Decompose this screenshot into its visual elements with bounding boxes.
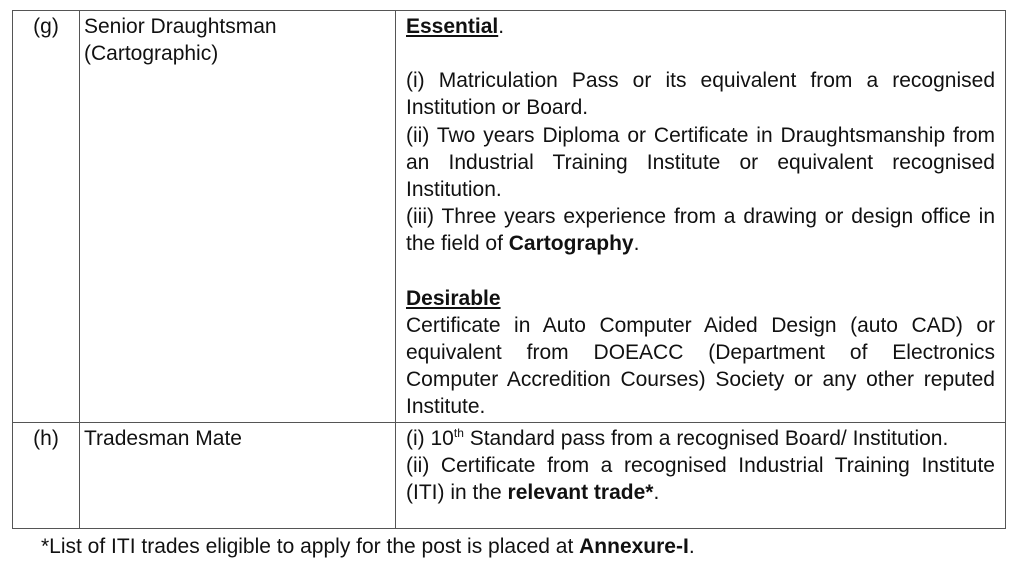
item-bold: relevant trade* <box>507 481 654 505</box>
post-name-line: (Cartographic) <box>84 42 219 66</box>
desirable-heading: Desirable <box>406 286 501 310</box>
essential-item-bold: Cartography <box>508 232 634 256</box>
qualification-cell <box>396 11 1006 423</box>
essential-heading-suffix: . <box>498 15 505 38</box>
item-end: . <box>653 481 660 505</box>
essential-item <box>406 203 995 257</box>
essential-heading: Essential <box>406 15 499 38</box>
qualification-cell <box>396 423 1006 529</box>
item-text: (ii) Certificate from a recognised Industrial Training Institute (ITI) in the <box>406 454 995 505</box>
post-name-cell: Tradesman Mate <box>80 423 396 529</box>
footnote <box>41 533 695 560</box>
footnote-bold: Annexure-I <box>579 535 689 558</box>
item-text: (i) 10 <box>406 427 454 450</box>
essential-item: (i) Matriculation Pass or its equivalent from a recognised Institution or Board. <box>406 69 995 120</box>
desirable-text: Certificate in Auto Computer Aided Design (auto CAD) or equivalent from DOEACC (Department of Electronics Computer Accredition Courses) Society or any other reputed Institute. <box>406 313 995 419</box>
essential-item-text: (iii) Three years experience from a drawing or design office in the field of <box>406 205 995 256</box>
essential-item: (ii) Two years Diploma or Certificate in Draughtsmanship from an Industrial Training Institute or equivalent recognised Institution. <box>406 123 995 202</box>
post-name-cell <box>80 11 396 423</box>
row-index: (g) <box>13 11 80 423</box>
qualification-item <box>406 425 995 452</box>
table-row <box>13 423 1006 529</box>
footnote-end: . <box>688 535 695 558</box>
essential-heading-line <box>406 13 995 40</box>
table-row <box>13 11 1006 423</box>
footnote-text: *List of ITI trades eligible to apply for the post is placed at <box>41 535 580 558</box>
qualification-table <box>12 10 1006 529</box>
item-superscript: th <box>453 426 464 440</box>
row-index: (h) <box>13 423 80 529</box>
essential-item-end: . <box>633 232 640 256</box>
qualification-item <box>406 452 995 506</box>
post-name-line: Senior Draughtsman <box>84 15 277 38</box>
item-text: Standard pass from a recognised Board/ Institution. <box>463 427 949 450</box>
